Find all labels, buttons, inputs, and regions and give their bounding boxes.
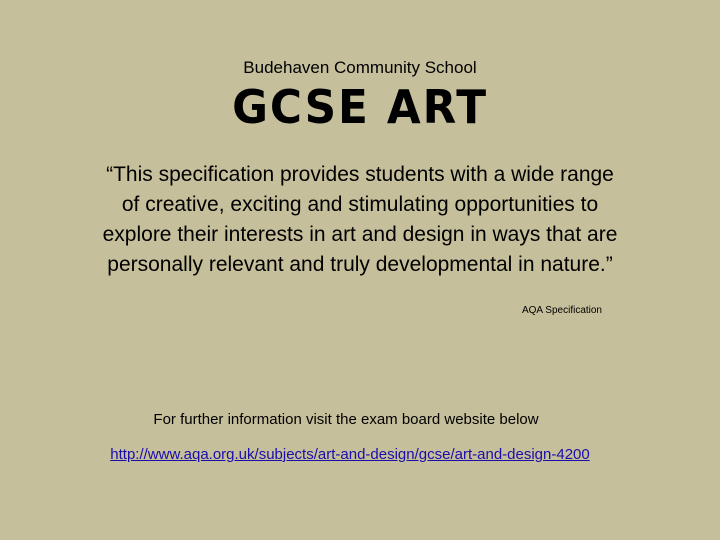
info-text: For further information visit the exam board website below [153,411,539,428]
slide-title: GCSE ART [232,80,488,134]
link-container [0,446,700,463]
exam-board-link[interactable]: http://www.aqa.org.uk/subjects/art-and-design/gcse/art-and-design-4200 [110,446,590,463]
quote-source: AQA Specification [521,305,602,316]
school-name: Budehaven Community School [243,58,477,77]
quote-text: “This specification provides students with a wide range of creative, exciting and stimulating opportunities to explore their interests in art and design in ways that are personally relevant and truly developmental in nature.” [102,163,618,276]
